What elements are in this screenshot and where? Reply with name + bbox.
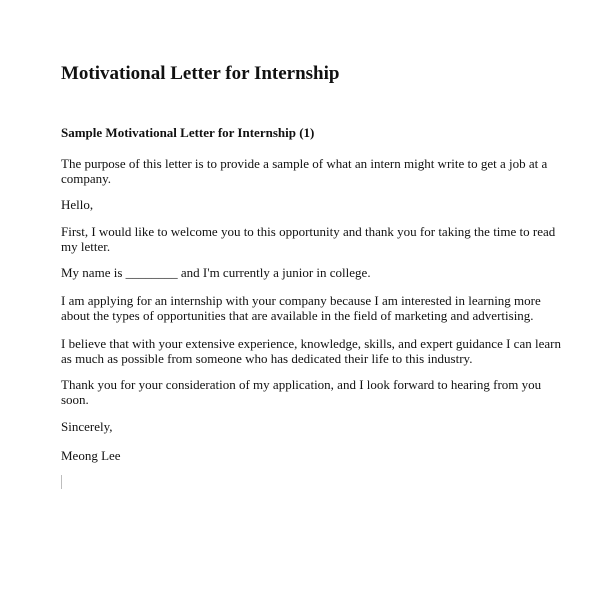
document-subtitle: Sample Motivational Letter for Internship (1): [61, 125, 315, 140]
paragraph-line: Meong Lee: [61, 448, 121, 463]
paragraph-line: First, I would like to welcome you to this opportunity and thank you for taking the time to read: [61, 224, 556, 239]
document-title: Motivational Letter for Internship: [61, 63, 340, 84]
paragraph-line: company.: [61, 171, 112, 186]
paragraph-line: I am applying for an internship with your company because I am interested in learning more: [61, 293, 541, 308]
paragraph-line: Thank you for your consideration of my application, and I look forward to hearing from you: [61, 377, 542, 392]
paragraph-greeting: [61, 197, 541, 212]
paragraph-line: as much as possible from someone who has dedicated their life to this industry.: [61, 351, 473, 366]
paragraph-experience: [61, 336, 561, 366]
paragraph-line: I believe that with your extensive experience, knowledge, skills, and expert guidance I can learn: [61, 336, 561, 351]
paragraph-applying: [61, 293, 541, 323]
paragraph-line: Sincerely,: [61, 419, 113, 434]
paragraph-line: The purpose of this letter is to provide a sample of what an intern might write to get a job at a: [61, 156, 548, 171]
paragraph-name: [61, 265, 541, 280]
paragraph-line: Hello,: [61, 197, 94, 212]
paragraph-closing: [61, 419, 541, 434]
paragraph-signature: [61, 448, 541, 463]
paragraph-thanks: [61, 377, 541, 407]
paragraph-welcome: [61, 224, 556, 254]
paragraph-line: about the types of opportunities that are available in the field of marketing and advertising.: [61, 308, 534, 323]
paragraph-line: my letter.: [61, 239, 111, 254]
text-cursor[interactable]: [61, 475, 62, 489]
paragraph-line: My name is ________ and I'm currently a junior in college.: [61, 265, 371, 280]
paragraph-purpose: [61, 156, 548, 186]
paragraph-line: soon.: [61, 392, 89, 407]
